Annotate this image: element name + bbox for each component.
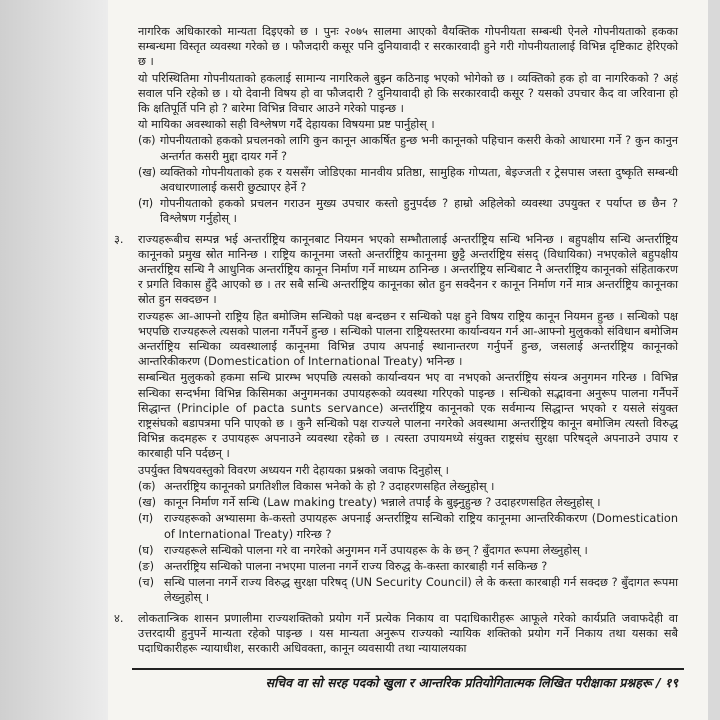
question-item [138,133,678,163]
question-item [138,479,678,494]
paragraph: राज्यहरू आ-आफ्नो राष्ट्रिय हित बमोजिम सन्धिको पक्ष बन्दछन र सन्धिको पक्ष हुने विषय राष्ट्रिय कानून नियमन हुन्छ । सन्धिको पक्ष भएपछि राज्यहरूले त्यसको पालना गर्नैपर्ने हुन्छ । सन्धिको पालना राष्ट्रियस्तरमा कार्यान्वयन गर्न आ-आफ्नो मुलुकको संविधान बमोजिम अन्तर्राष्ट्रिय सन्धिका व्यवस्थालाई कानूनमा विभिन्न उपाय अपनाई स्थानान्तरण गर्नुपर्ने हुन्छ, जसलाई अन्तर्राष्ट्रिय कानूनको आन्तरिकीकरण (Domestication of International Treaty) भनिन्छ । [138,309,678,369]
item-text: अन्तर्राष्ट्रिय सन्धिको पालना नभएमा पालना नगर्ने राज्य विरुद्ध के-कस्ता कारबाही गर्न सकिन्छ ? [164,559,548,573]
question-item [138,575,678,605]
question-item [138,559,678,574]
document-page [108,0,708,720]
footer-divider [132,668,684,670]
question-3 [114,232,678,606]
paragraph: लोकतान्त्रिक शासन प्रणालीमा राज्यशक्तिको प्रयोग गर्ने प्रत्येक निकाय वा पदाधिकारीहरू आफूले गरेको कार्यप्रति जवाफदेही वा उत्तरदायी हुनुपर्ने मान्यता रहेको पाइन्छ । यस मान्यता अनुरूप राज्यको न्यायिक शक्तिको प्रयोग गर्ने निकाय तथा यसका सबै पदाधिकारीहरू न्यायाधीश, सरकारी अधिवक्ता, कानून व्यवसायी तथा न्यायालयका [138,611,678,655]
question-number: ४. [114,611,124,625]
item-text: सन्धि पालना नगर्ने राज्य विरुद्ध सुरक्षा परिषद् (UN Security Council) ले के कस्ता कारबाही गर्न सक्दछ ? बुँदागत रूपमा लेख्नुहोस् । [164,576,678,605]
paragraph: राज्यहरूबीच सम्पन्न भई अन्तर्राष्ट्रिय कानूनबाट नियमन भएको सम्भौतालाई अन्तर्राष्ट्रिय सन्धि भनिन्छ । बहुपक्षीय सन्धि अन्तर्राष्ट्रिय कानूनको प्रमुख स्रोत मानिन्छ । राष्ट्रिय कानूनमा जस्तो अन्तर्राष्ट्रिय कानूनमा छुट्टै अन्तर्राष्ट्रिय संसद् (विधायिका) नभएकोले बहुपक्षीय अन्तर्राष्ट्रिय सन्धि नै आधुनिक अन्तर्राष्ट्रिय कानून निर्माण गर्ने माध्यम ठानिन्छ । अन्तर्राष्ट्रिय सन्धिबाट नै अन्तर्राष्ट्रिय कानूनको संहिताकरण र प्रगति विकास हुँदै आएको छ । तर सबै सन्धि अन्तर्राष्ट्रिय कानूनका स्रोत हुन सक्दैनन र कानून निर्माण गर्ने मात्र अन्तर्राष्ट्रिय कानूनका स्रोत हुन सक्दछन । [138,232,678,307]
item-text: गोपनीयताको हकको प्रचलन गराउन मुख्य उपचार कस्तो हुनुपर्दछ ? हाम्रो अहिलेको व्यवस्था उपयुक्त र पर्याप्त छ छैन ? विश्लेषण गर्नुहोस् । [160,197,678,226]
question-item [138,495,678,510]
background-left [0,0,108,720]
question-item [138,543,678,558]
item-marker: (ग) [138,197,154,211]
item-text: कानून निर्माण गर्ने सन्धि (Law making treaty) भन्नाले तपाईं के बुझ्नुहुन्छ ? उदाहरणसहित लेख्नुहोस् । [164,496,601,510]
question-number: ३. [114,232,124,246]
question-4 [114,611,678,657]
item-marker: (च) [138,576,154,590]
item-text: राज्यहरूको अभ्यासमा के-कस्तो उपायहरू अपनाई अन्तर्राष्ट्रिय सन्धिको राष्ट्रिय कानूनमा आन्तरिकीकरण (Domestication of International Treaty) गरिन्छ ? [164,512,678,541]
item-marker: (क) [138,134,156,148]
background-right [708,0,720,720]
paragraph: यो मायिका अवस्थाको सही विश्लेषण गर्दै देहायका विषयमा प्रष्ट पार्नुहोस् । [138,118,435,132]
item-text: राज्यहरूले सन्धिको पालना गरे वा नगरेको अनुगमन गर्ने उपायहरू के के छन् ? बुँदागत रूपमा लेख्नुहोस् । [164,543,588,557]
item-text: गोपनीयताको हकको प्रचलनको लागि कुन कानून आकर्षित हुन्छ भनी कानूनको पहिचान कसरी केको आधारमा गर्ने ? कुन कानुन अन्तर्गत कसरी मुद्दा दायर गर्ने ? [160,134,678,163]
question-item [138,511,678,541]
paragraph: सम्बन्धित मुलुकको हकमा सन्धि प्रारम्भ भएपछि त्यसको कार्यान्वयन भए वा नभएको अन्तर्राष्ट्रिय संयन्त्र अनुगमन गरिन्छ । विभिन्न सन्धिका सन्दर्भमा विभिन्न किसिमका अनुगमनका उपायहरूको व्यवस्था गरिएको पाइन्छ । सन्धिको सद्भावना अनुरूप पालना गर्नैपर्ने सिद्धान्त (Principle of pacta sunts servance) अन्तर्राष्ट्रिय कानूनको एक सर्वमान्य सिद्धान्त भएको र यसले संयुक्त राष्ट्रसंघको बडापत्रमा पनि पाएको छ । कुनै सन्धिको पक्ष राज्यले पालना नगरेको अवस्थामा अन्तर्राष्ट्रिय कानून बमोजिम त्यस्तो विरुद्ध विभिन्न कदमहरू र उपायहरू अपनाउने व्यवस्था रहेको छ । त्यस्ता उपायमध्ये संयुक्त राष्ट्रसंघ सुरक्षा परिषद्ले अपनाउने उपाय र कारबाही पनि पर्दछन् । [138,371,678,461]
paragraph: नागरिक अधिकारको मान्यता दिइएको छ । पुनः २०७५ सालमा आएको वैयक्तिक गोपनीयता सम्बन्धी ऐनले गोपनीयताको हकका सम्बन्धमा विस्तृत व्यवस्था गरेको छ । फौजदारी कसूर पनि दुनियावादी र सरकारवादी हुने गरी गोपनीयतालाई विभिन्न दृष्टिकाट हेरिएको छ । [138,25,678,69]
question-item [138,196,678,226]
item-marker: (ङ) [138,559,155,573]
item-marker: (ग) [138,512,154,526]
page-footer: सचिव वा सो सरह पदको खुला र आन्तरिक प्रतियोगितात्मक लिखित परीक्षाका प्रश्नहरू / १९ [265,675,678,690]
page-content [114,24,678,657]
paragraph: उपर्युक्त विषयवस्तुको विवरण अध्ययन गरी देहायका प्रश्नको जवाफ दिनुहोस् । [138,463,449,477]
paragraph: यो परिस्थितिमा गोपनीयताको हकलाई सामान्य नागरिकले बुझ्न कठिनाइ भएको भोगेको छ । व्यक्तिको हक हो वा नागरिकको ? अहं सवाल पनि रहेको छ । यो देवानी विषय हो वा फौजदारी ? दुनियावादी हो कि सरकारवादी कसूर ? यसको उपचार कैद वा जरिवाना हो कि क्षतिपूर्ति पनि हो ? बारेमा विभिन्न विचार आउने गरेको पाइन्छ । [138,71,678,116]
item-marker: (ख) [138,496,157,510]
question-item [138,165,678,195]
item-text: अन्तर्राष्ट्रिय कानूनको प्रगतिशील विकास भनेको के हो ? उदाहरणसहित लेख्नुहोस् । [164,479,495,493]
item-text: व्यक्तिको गोपनीयताको हक र यससँग जोडिएका मानवीय प्रतिष्ठा, सामुहिक गोप्यता, बेइज्जती र ट्रेसपास जस्ता दुष्कृति सम्बन्धी अवधारणालाई कसरी छुट्याएर हेर्ने ? [160,165,678,195]
item-marker: (घ) [138,543,154,557]
item-marker: (ख) [138,165,157,179]
item-marker: (क) [138,479,156,493]
